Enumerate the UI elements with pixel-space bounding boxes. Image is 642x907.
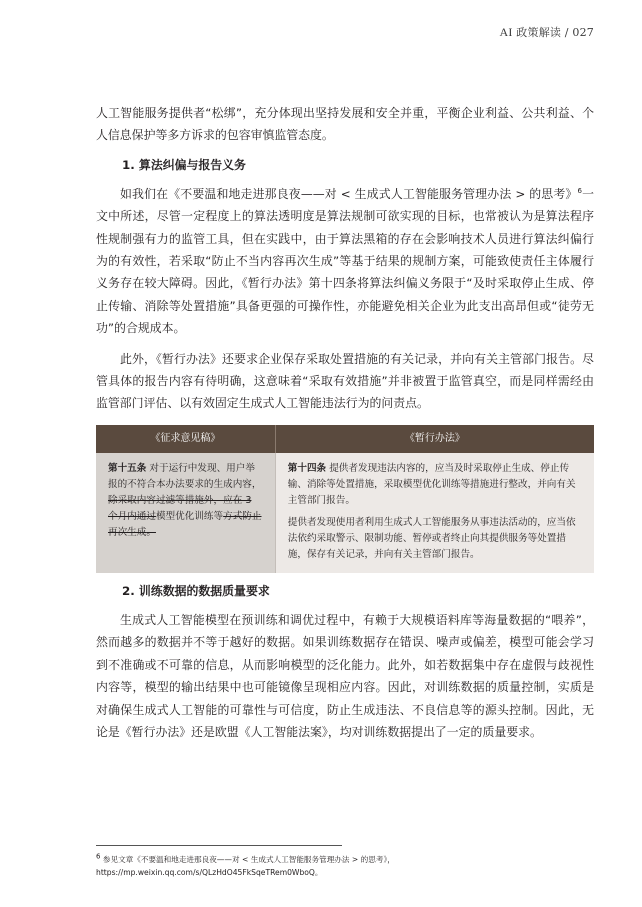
paragraph-text-part-a: 如我们在《不要温和地走进那良夜——对 < 生成式人工智能服务管理办法 > 的思考》 — [120, 186, 578, 201]
draft-text-1: 对于运行中发现、用户举报的不符合本办法要求的生成内容， — [108, 462, 262, 490]
deleted-text-1: 除采取内容过滤等措施外，应在 3 个月内通过 — [108, 494, 252, 522]
table-header-row — [96, 425, 594, 453]
paragraph-training-data-quality: 生成式人工智能模型在预训练和调优过程中，有赖于大规模语料库等海量数据的“喂养”，然而越多的数据并不等于越好的数据。如果训练数据存在错误、噪声或偏差，模型可能会学习到不准确或不可靠的信息，从而影响模型的泛化能力。此外，如若数据集中存在虚假与歧视性内容等，模型的输出结果中也可能镜像呈现相应内容。因此，对训练数据的质量控制，实质是对确保生成式人工智能的可靠性与可信度，防止生成违法、不良信息等的源头控制。因此，无论是《暂行办法》还是欧盟《人工智能法案》，均对训练数据提出了一定的质量要求。 — [96, 612, 594, 739]
draft-text-2: 模型优化训练等 — [155, 510, 224, 522]
header-title-page-number: 政策解读 / 027 — [516, 26, 594, 39]
column-header-interim-measures: 《暂行办法》 — [275, 425, 594, 453]
footnote-reference[interactable]: 6 — [577, 186, 582, 195]
deleted-text-2: 方式防止再次生成 — [108, 510, 262, 538]
column-header-draft: 《征求意见稿》 — [96, 425, 275, 453]
paragraph-text-part-b: 一文中所述，尽管一定程度上的算法透明度是算法规制可欲实现的目标，也常被认为是算法程序性规制强有力的监管工具，但在实践中，由于算法黑箱的存在会影响技术人员进行算法纠偏行为的有效性，若采取“防止不当内容再次生成”等基于结果的规制方案，可能致使责任主体履行义务存在较大障碍。因此，《暂行办法》第十四条将算法纠偏义务限于“及时采取停止生成、停止传输、消除等处置措施”具备更强的可操作性，亦能避免相关企业为此支出高昂但或“徒劳无功”的合规成本。 — [96, 186, 594, 336]
paragraph-algorithm-correction — [96, 183, 594, 340]
interim-article-paragraph-1 — [288, 461, 582, 509]
footnote-number: 6 — [96, 852, 101, 861]
paragraph-reporting-obligation: 此外，《暂行办法》还要求企业保存采取处置措施的有关记录，并向有关主管部门报告。尽管具体的报告内容有待明确，这意味着“采取有效措施”并非被置于监管真空，而是同样需经由监管部门评估、以有效固定生成式人工智能违法行为的问责点。 — [96, 351, 594, 411]
footnote — [96, 853, 546, 879]
draft-article-cell — [96, 453, 275, 573]
draft-text-3: 。 — [146, 526, 156, 538]
footnote-divider — [96, 845, 342, 846]
table-row — [96, 453, 594, 573]
section-heading-training-data: 2. 训练数据的数据质量要求 — [122, 583, 270, 598]
interim-article-cell — [275, 453, 594, 573]
article-number: 第十五条 — [108, 462, 147, 474]
comparison-table — [96, 425, 594, 573]
interim-article-paragraph-2: 提供者发现使用者利用生成式人工智能服务从事违法活动的，应当依法依约采取警示、限制功能、暂停或者终止向其提供服务等处置措施，保存有关记录，并向有关主管部门报告。 — [287, 516, 576, 560]
running-header — [500, 24, 594, 40]
article-body — [96, 102, 594, 743]
footnote-text[interactable]: 参见文章《不要温和地走进那良夜——对 < 生成式人工智能服务管理办法 > 的思考》，https://mp.weixin.qq.com/s/QLzHdO45FkSqeTRem0WboQ。 — [96, 855, 395, 877]
interim-text-1: 提供者发现违法内容的，应当及时采取停止生成、停止传输、消除等处置措施，采取模型优化训练等措施进行整改，并向有关主管部门报告。 — [287, 462, 576, 506]
paragraph-intro-continuation: 人工智能服务提供者“松绑”，充分体现出坚持发展和安全并重，平衡企业利益、公共利益、个人信息保护等多方诉求的包容审慎监管态度。 — [96, 106, 594, 143]
article-number: 第十四条 — [287, 462, 327, 474]
header-prefix: AI — [499, 25, 513, 39]
draft-article-text — [108, 461, 263, 541]
section-heading-algorithm-correction: 1. 算法纠偏与报告义务 — [122, 157, 246, 172]
